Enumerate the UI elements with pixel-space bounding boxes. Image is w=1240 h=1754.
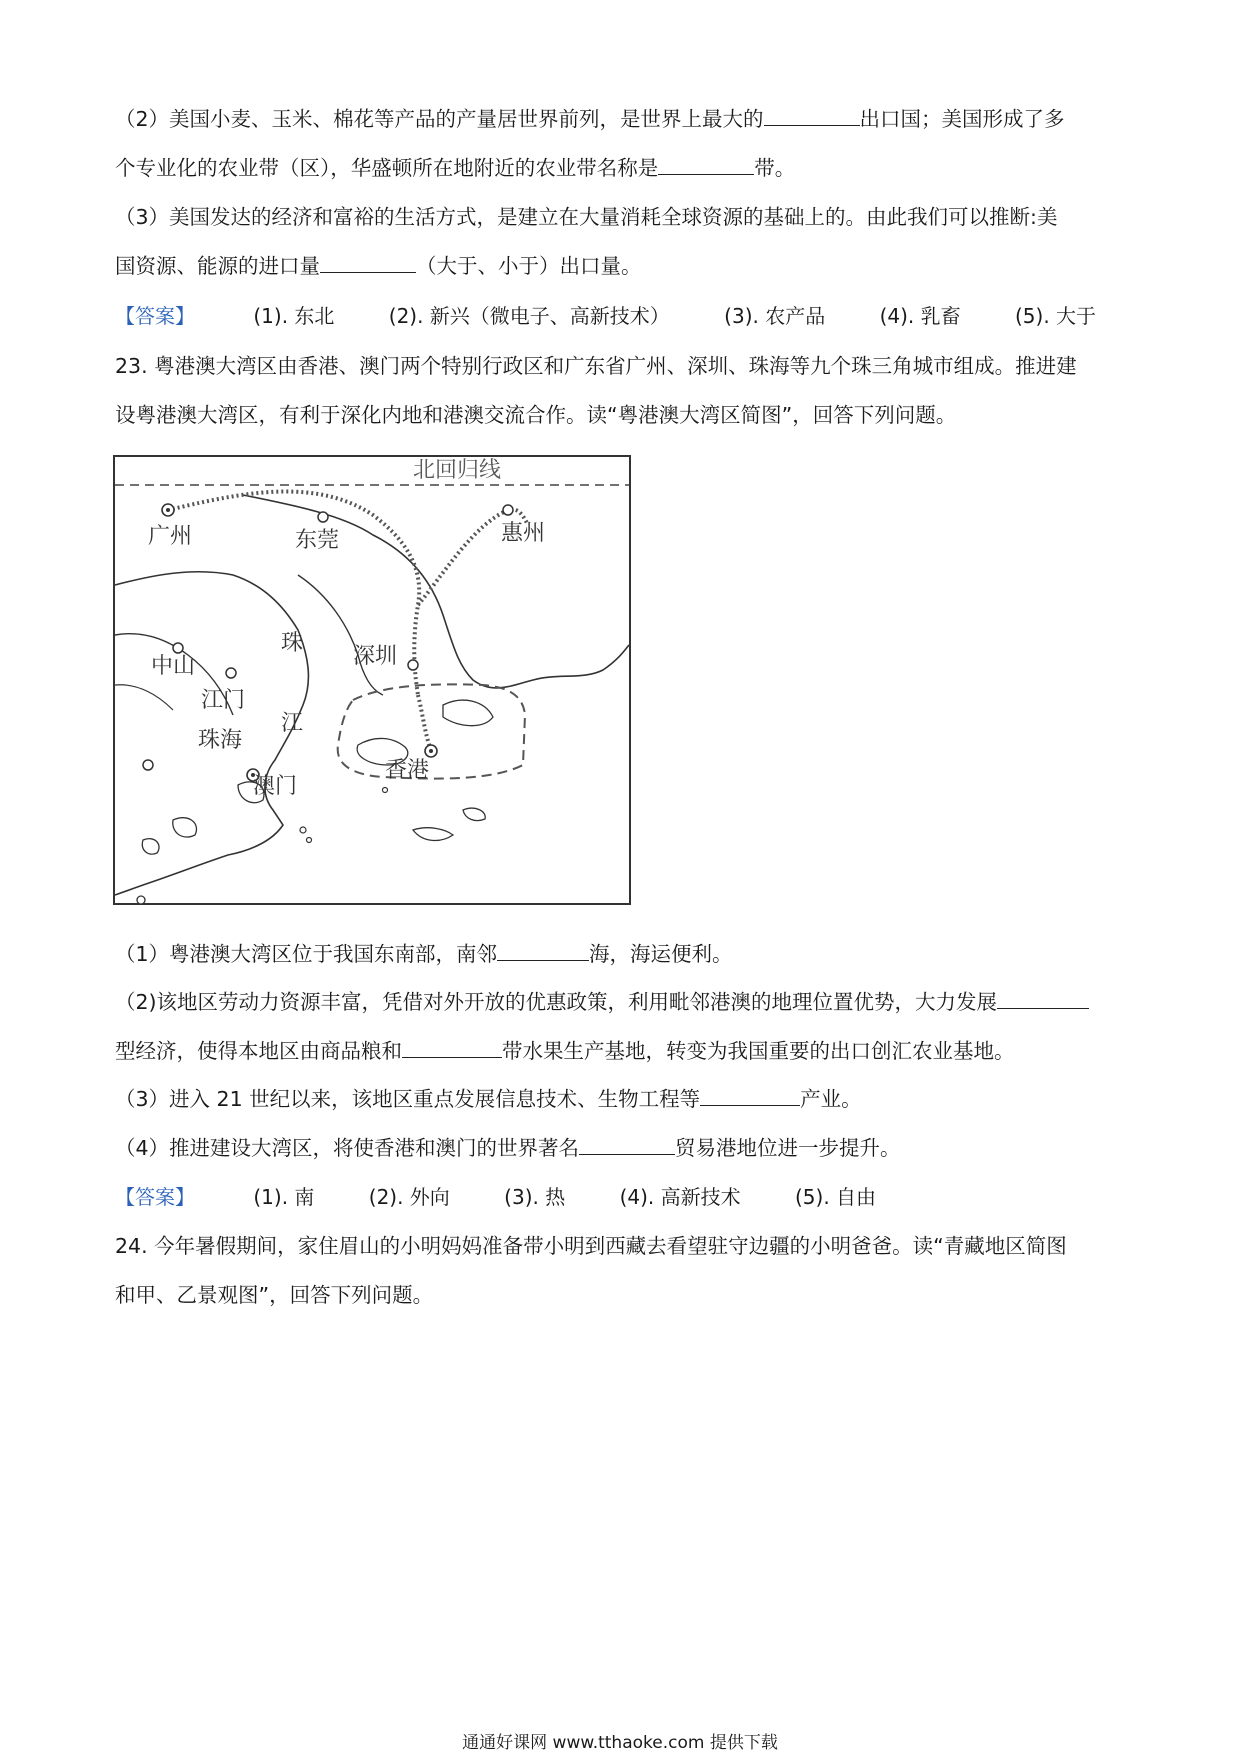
- city-label: 珠海: [198, 728, 243, 753]
- answer-blank[interactable]: [579, 1134, 675, 1155]
- q22-answers: [115, 302, 1144, 330]
- q24-intro-line1: 24. 今年暑假期间，家住眉山的小明妈妈准备带小明到西藏去看望驻守边疆的小明爸爸。读“青藏地区简图: [115, 1234, 1067, 1258]
- q23-answers: [115, 1183, 924, 1211]
- answer-blank[interactable]: [997, 988, 1089, 1009]
- q23-intro-line2: 设粤港澳大湾区，有利于深化内地和港澳交流合作。读“粤港澳大湾区简图”，回答下列问题。: [115, 403, 957, 427]
- zhongshan-marker: [173, 643, 183, 653]
- answer-blank[interactable]: [764, 105, 860, 126]
- city-marker: [137, 896, 145, 904]
- answer-blank[interactable]: [402, 1037, 502, 1058]
- q23-part2-line2: 型经济，使得本地区由商品粮和 带水果生产基地，转变为我国重要的出口创汇农业基地。: [115, 1039, 1015, 1063]
- shenzhen-marker: [408, 660, 418, 670]
- q22-part3-line2: 国资源、能源的进口量 （大于、小于）出口量。: [115, 254, 642, 278]
- tropic-label: 北回归线: [413, 458, 502, 483]
- answer-blank[interactable]: [700, 1085, 800, 1106]
- page-footer: 通通好课网 www.tthaoke.com 提供下载: [462, 1733, 778, 1753]
- city-label: 中山: [151, 654, 196, 679]
- city-label: 惠州: [501, 521, 546, 546]
- answer-tag: 【答案】: [115, 1185, 195, 1209]
- dongguan-marker: [318, 512, 328, 522]
- answer-item: (2). 新兴（微电子、高新技术）: [388, 304, 670, 328]
- q23-part4: （4）推进建设大湾区，将使香港和澳门的世界著名 贸易港地位进一步提升。: [115, 1136, 901, 1160]
- answer-item: (2). 外向: [368, 1185, 450, 1209]
- answer-item: (5). 大于: [1014, 304, 1097, 328]
- city-label: 东莞: [295, 528, 340, 553]
- answer-item: (1). 南: [253, 1185, 315, 1209]
- q22-part2-line2: 个专业化的农业带（区），华盛顿所在地附近的农业带名称是 带。: [115, 156, 796, 180]
- q24-intro-line2: 和甲、乙景观图”，回答下列问题。: [115, 1283, 434, 1307]
- answer-item: (3). 热: [504, 1185, 566, 1209]
- q23-part1: （1）粤港澳大湾区位于我国东南部，南邻 海，海运便利。: [115, 942, 733, 966]
- answer-blank[interactable]: [320, 252, 416, 273]
- city-label: 深圳: [353, 644, 398, 669]
- river-label: 江: [281, 711, 304, 736]
- huizhou-marker: [503, 505, 513, 515]
- jiangmen-marker: [226, 668, 236, 678]
- q23-intro-line1: 23. 粤港澳大湾区由香港、澳门两个特别行政区和广东省广州、深圳、珠海等九个珠三角城市组成。推进建: [115, 354, 1077, 378]
- answer-item: (4). 乳畜: [879, 304, 961, 328]
- city-label: 广州: [148, 524, 193, 549]
- greater-bay-area-map: [113, 455, 631, 905]
- city-label: 江门: [201, 688, 246, 713]
- q22-part2-line1: （2）美国小麦、玉米、棉花等产品的产量居世界前列，是世界上最大的 出口国；美国形成了多: [115, 107, 1065, 131]
- answer-blank[interactable]: [497, 940, 589, 961]
- river-label: 珠: [281, 631, 304, 656]
- city-label: 香港: [385, 758, 430, 783]
- q22-part3-line1: （3）美国发达的经济和富裕的生活方式，是建立在大量消耗全球资源的基础上的。由此我们可以推断:美: [115, 205, 1058, 229]
- answer-item: (4). 高新技术: [619, 1185, 741, 1209]
- answer-tag: 【答案】: [115, 304, 195, 328]
- q23-part2-line1: （2)该地区劳动力资源丰富，凭借对外开放的优惠政策，利用毗邻港澳的地理位置优势，大力发展: [115, 988, 1089, 1016]
- answer-blank[interactable]: [658, 154, 754, 175]
- answer-item: (3). 农产品: [724, 304, 826, 328]
- city-marker: [143, 760, 153, 770]
- city-label: 澳门: [253, 774, 298, 799]
- answer-item: (5). 自由: [794, 1185, 877, 1209]
- answer-item: (1). 东北: [253, 304, 335, 328]
- q23-part3: （3）进入 21 世纪以来，该地区重点发展信息技术、生物工程等 产业。: [115, 1087, 862, 1111]
